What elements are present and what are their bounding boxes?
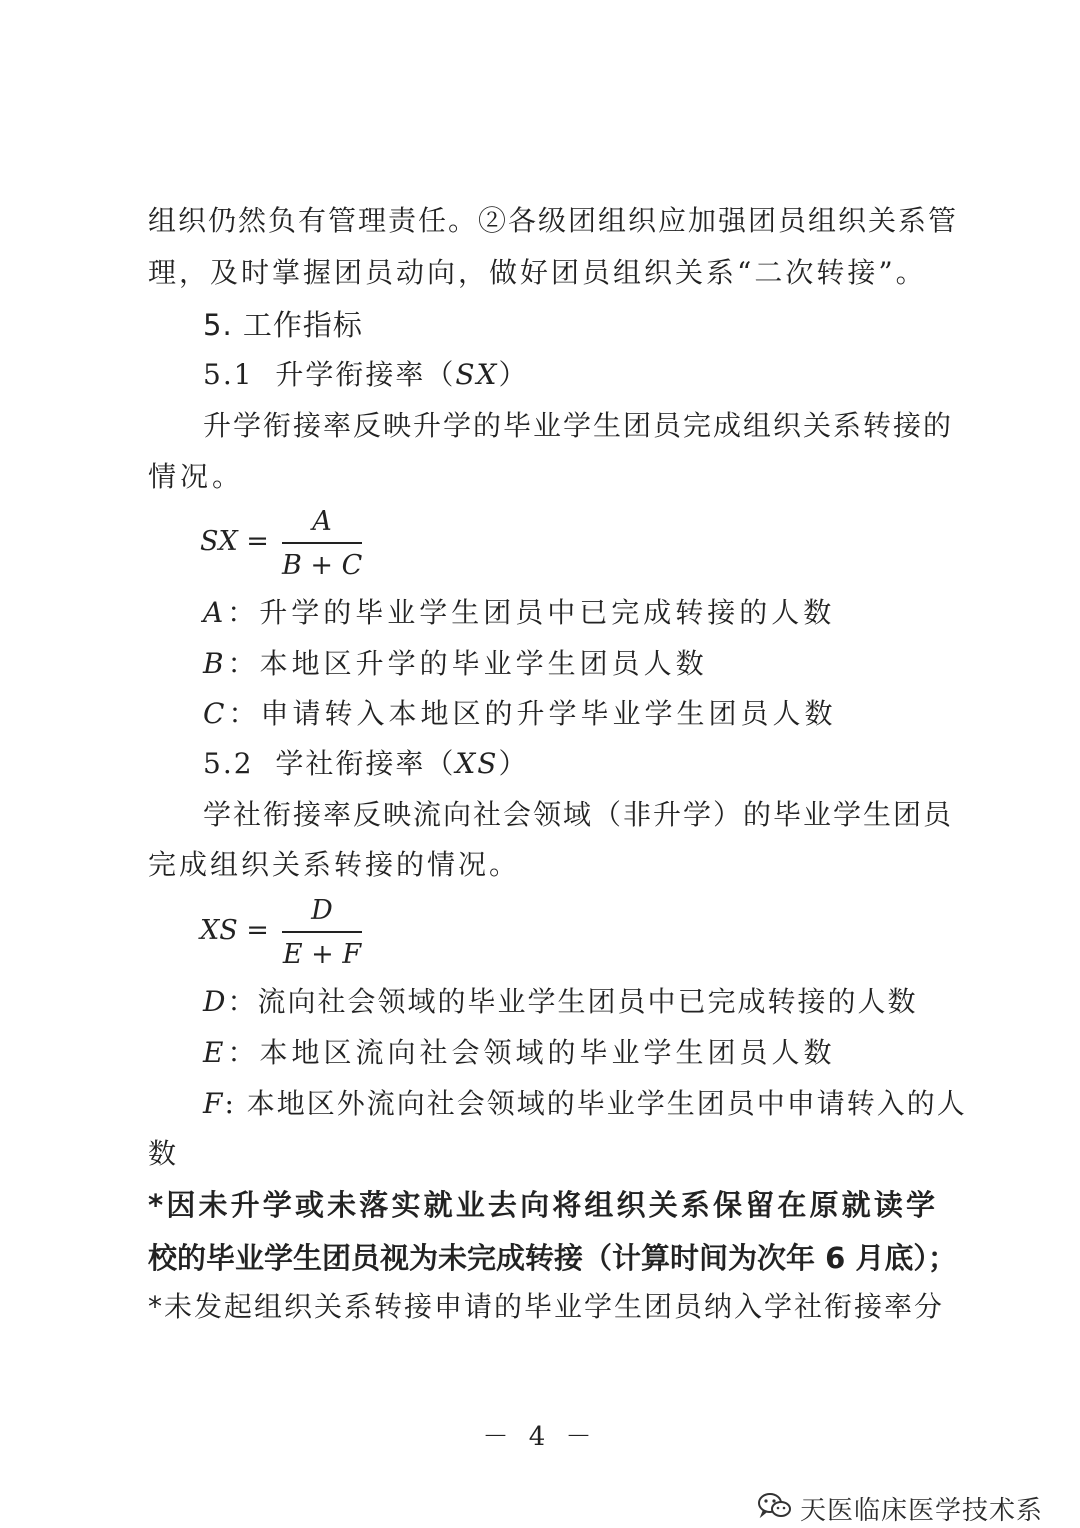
definition-line <box>203 1033 835 1073</box>
numerator: D <box>311 895 333 926</box>
fraction-bar <box>282 931 362 933</box>
variable: E <box>203 1036 228 1069</box>
denominator: E + F <box>282 939 362 970</box>
subsection-heading <box>203 744 529 784</box>
section-heading: 5. 工作指标 <box>203 308 363 342</box>
variable: F <box>203 1087 225 1120</box>
numerator: A <box>312 506 332 537</box>
fraction-bar <box>282 542 362 544</box>
fraction <box>282 504 362 584</box>
heading-text: 升学衔接率（ <box>275 358 456 391</box>
definition-line <box>203 644 708 684</box>
page-number: － 4 － <box>482 1422 598 1452</box>
definition-line <box>203 593 835 633</box>
paragraph-line: 完成组织关系转接的情况。 <box>148 848 521 881</box>
abbreviation: XS <box>455 747 499 780</box>
paragraph-line: 学社衔接率反映流向社会领域（非升学）的毕业学生团员 <box>203 798 954 831</box>
heading-text: 学社衔接率（ <box>275 747 456 780</box>
definition-text: ：升学的毕业学生团员中已完成转接的人数 <box>227 596 836 629</box>
variable: A <box>203 596 228 629</box>
note-line: *因未升学或未落实就业去向将组织关系保留在原就读学 <box>148 1188 936 1222</box>
watermark-text: 天医临床医学技术系 <box>800 1495 1044 1526</box>
formula-lhs: SX = <box>200 526 269 557</box>
heading-close: ） <box>498 747 529 780</box>
fraction <box>282 893 362 973</box>
formula-lhs: XS = <box>200 915 269 946</box>
variable: B <box>203 647 228 680</box>
variable: C <box>203 697 229 730</box>
watermark <box>756 1488 1043 1528</box>
definition-text: ：流向社会领域的毕业学生团员中已完成转接的人数 <box>227 985 918 1018</box>
paragraph-line: 理，及时掌握团员动向，做好团员组织关系“二次转接”。 <box>148 256 927 289</box>
section-number: 5.2 <box>203 747 254 780</box>
note-line: 校的毕业学生团员视为未完成转接（计算时间为次年 6 月底）； <box>148 1241 957 1275</box>
definition-line <box>203 694 836 734</box>
note-line: *未发起组织关系转接申请的毕业学生团员纳入学社衔接率分 <box>148 1290 945 1323</box>
definition-text: : 本地区外流向社会领域的毕业学生团员中申请转入的人 <box>224 1087 967 1120</box>
wechat-icon <box>756 1491 792 1525</box>
section-number: 5.1 <box>203 358 254 391</box>
definition-line <box>203 1084 967 1124</box>
paragraph-line: 情况。 <box>148 460 245 493</box>
definition-line <box>203 982 917 1022</box>
definition-text: ：申请转入本地区的升学毕业学生团员人数 <box>228 697 837 730</box>
paragraph-line: 数 <box>148 1137 181 1170</box>
variable: D <box>203 985 228 1018</box>
paragraph-line: 升学衔接率反映升学的毕业学生团员完成组织关系转接的 <box>203 409 954 442</box>
paragraph-line: 组织仍然负有管理责任。②各级团组织应加强团员组织关系管 <box>148 204 959 237</box>
definition-text: ：本地区流向社会领域的毕业学生团员人数 <box>227 1036 836 1069</box>
definition-text: ：本地区升学的毕业学生团员人数 <box>227 647 708 680</box>
heading-close: ） <box>498 358 529 391</box>
abbreviation: SX <box>455 358 499 391</box>
subsection-heading <box>203 355 529 395</box>
denominator: B + C <box>282 550 363 581</box>
